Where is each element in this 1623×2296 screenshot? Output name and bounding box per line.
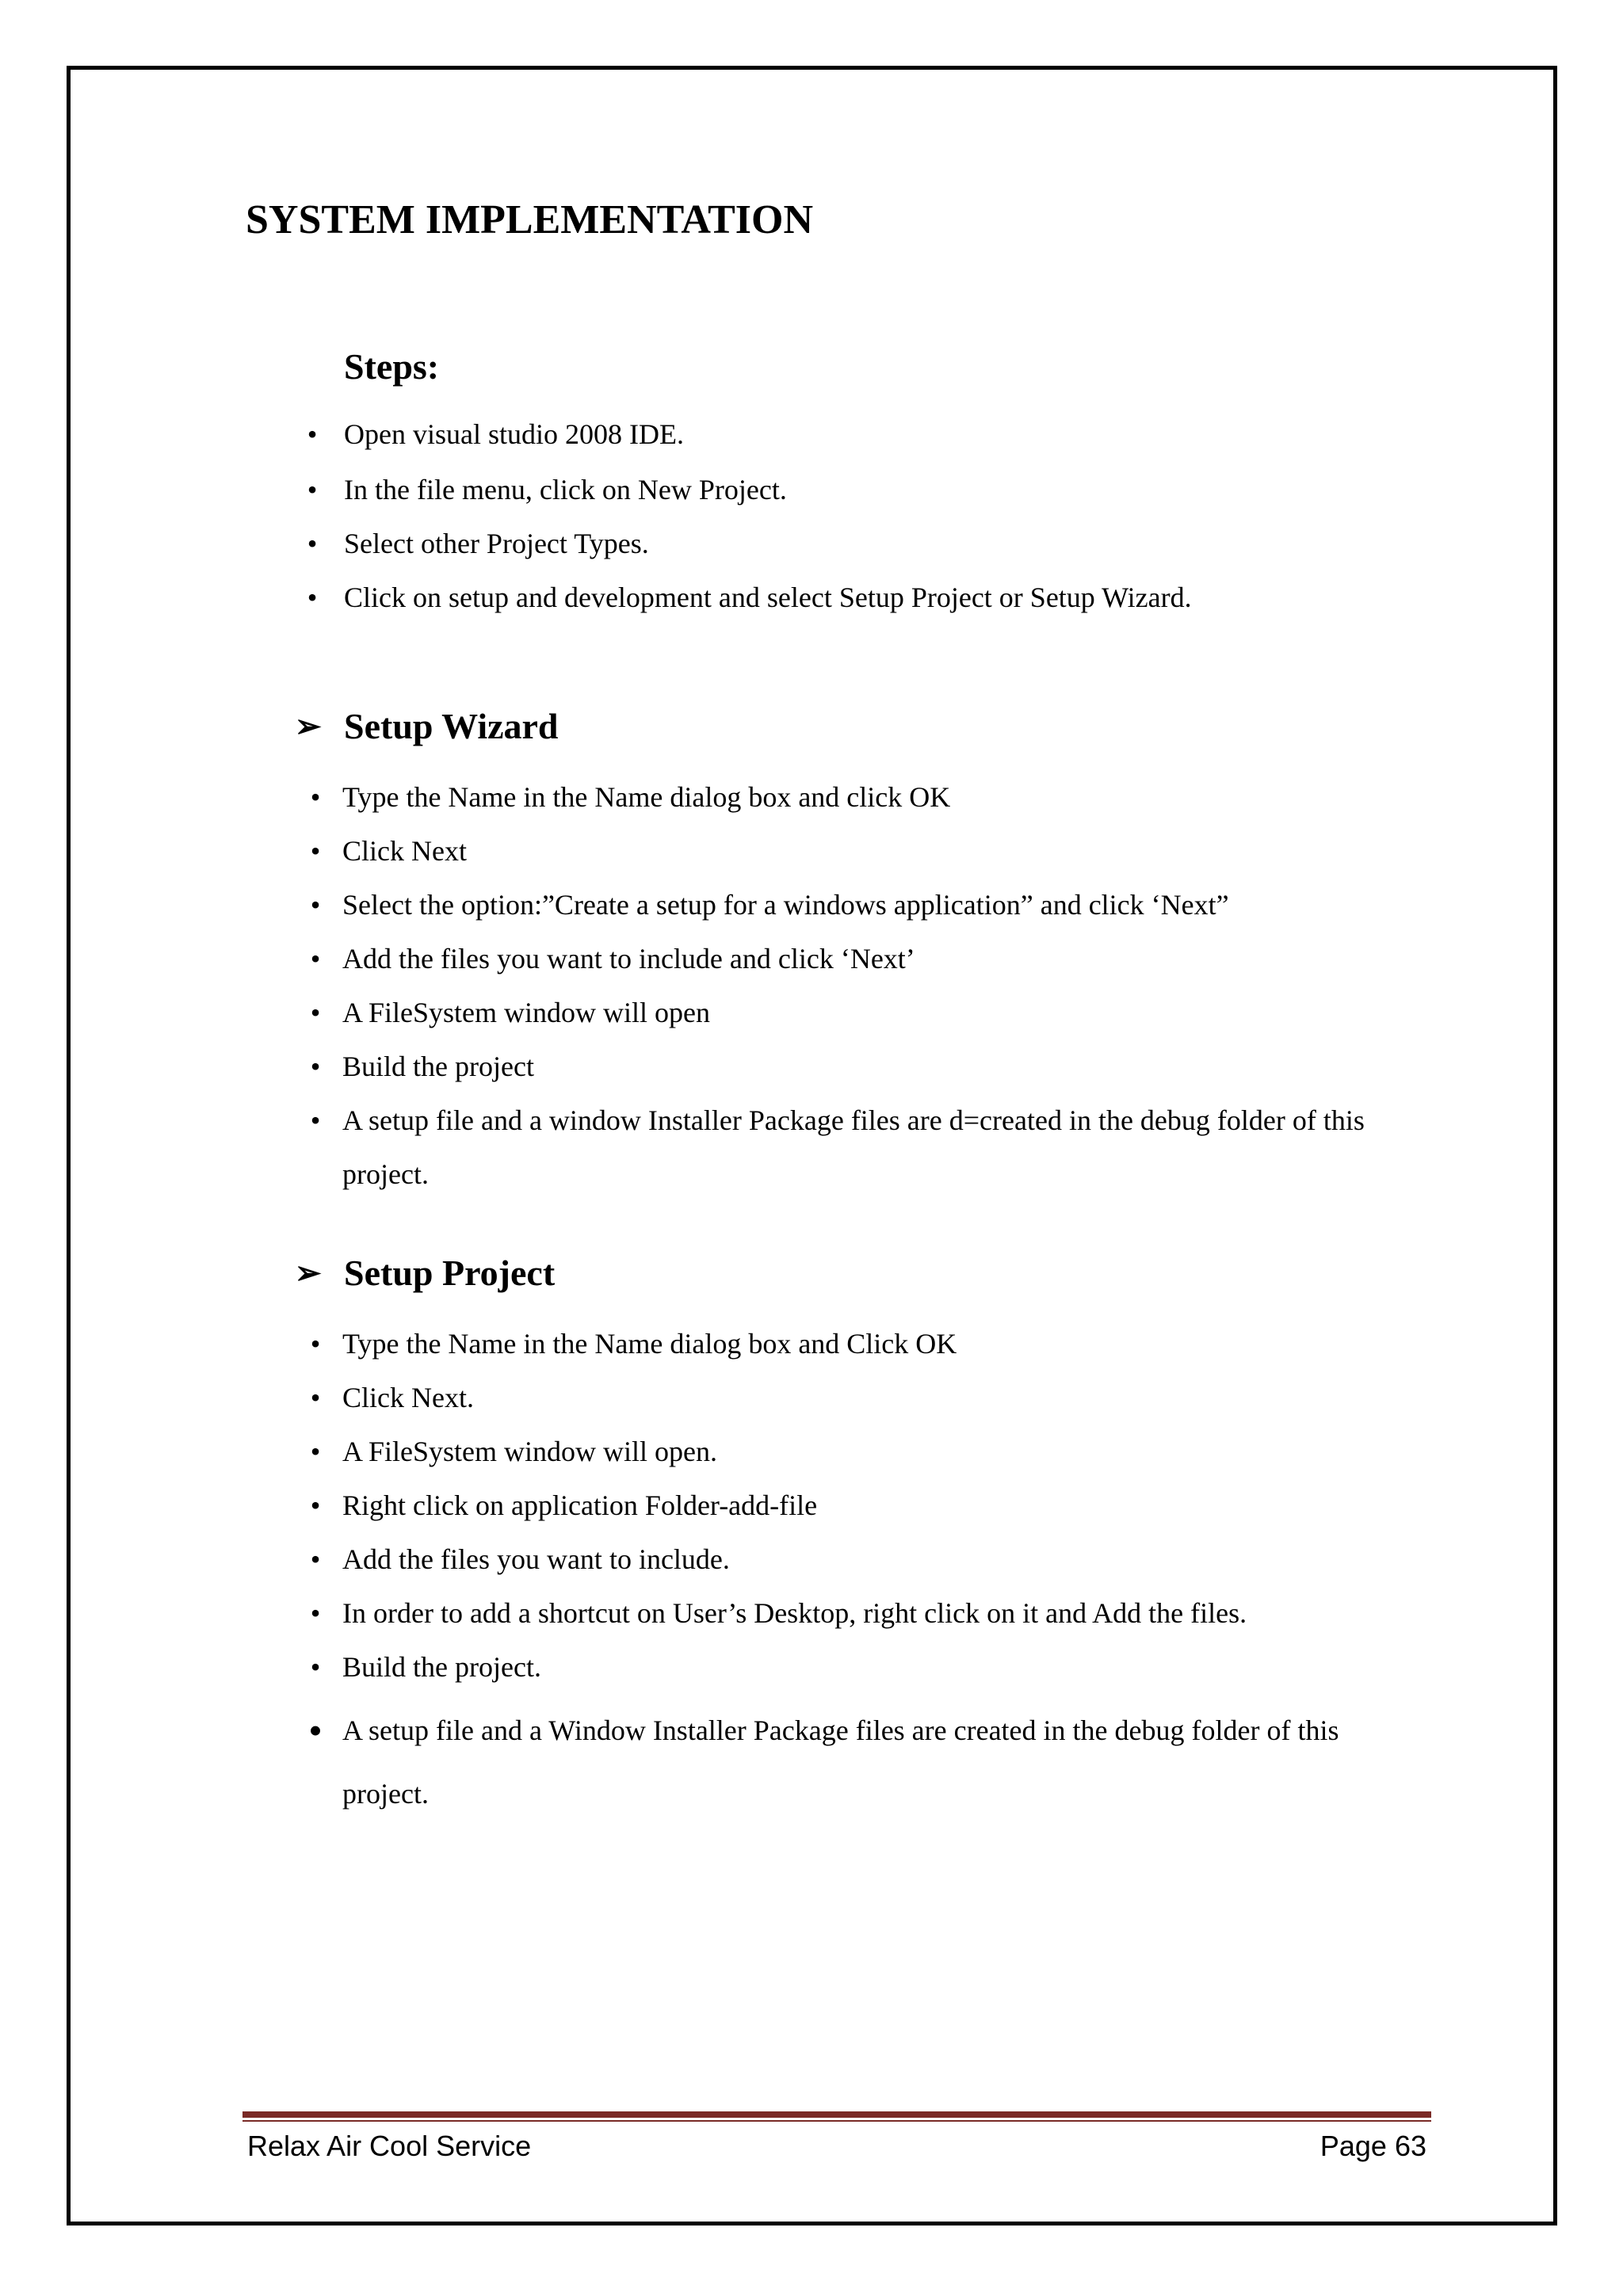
list-item bbox=[300, 1093, 1365, 1201]
bullet-icon: • bbox=[307, 582, 318, 613]
list-item bbox=[300, 1039, 1365, 1093]
list-item bbox=[300, 1425, 1338, 1478]
list-item-text: A setup file and a window Installer Package files are d=created in the debug folder of this bbox=[342, 1104, 1365, 1136]
list-item bbox=[300, 986, 1365, 1039]
list-item bbox=[300, 824, 1365, 878]
list-item bbox=[300, 1478, 1338, 1532]
list-item-text: In order to add a shortcut on User’s Desktop, right click on it and Add the files. bbox=[342, 1597, 1247, 1629]
bullet-icon: • bbox=[308, 1708, 323, 1753]
bullet-icon: • bbox=[307, 418, 318, 450]
list-item bbox=[296, 517, 1192, 570]
steps-list bbox=[296, 407, 1192, 624]
list-item-text: A FileSystem window will open bbox=[342, 997, 711, 1028]
list-item-text: Add the files you want to include. bbox=[342, 1543, 730, 1575]
bullet-icon: • bbox=[310, 889, 321, 921]
list-item bbox=[300, 932, 1365, 986]
bullet-icon: • bbox=[310, 1543, 321, 1575]
bullet-icon: • bbox=[310, 1382, 321, 1413]
steps-heading: Steps: bbox=[344, 346, 440, 387]
list-item bbox=[300, 1640, 1338, 1694]
arrow-bullet-icon: ➢ bbox=[295, 708, 322, 744]
bullet-icon: • bbox=[310, 1328, 321, 1360]
list-item-text: In the file menu, click on New Project. bbox=[344, 474, 787, 505]
list-item-text: Click on setup and development and select Setup Project or Setup Wizard. bbox=[344, 582, 1192, 613]
list-item-text: Click Next bbox=[342, 835, 467, 867]
list-item-text: Build the project. bbox=[342, 1651, 541, 1683]
list-item-text-continued: project. bbox=[342, 1778, 429, 1810]
bullet-icon: • bbox=[310, 1597, 321, 1629]
list-item bbox=[300, 878, 1365, 932]
page-number: Page 63 bbox=[1319, 2130, 1426, 2162]
setup-wizard-list bbox=[300, 770, 1365, 1201]
list-item-text: Right click on application Folder-add-file bbox=[342, 1489, 818, 1521]
list-item bbox=[300, 1371, 1338, 1425]
list-item-text: Type the Name in the Name dialog box and Click OK bbox=[342, 1328, 957, 1360]
bullet-icon: • bbox=[310, 943, 321, 974]
setup-wizard-heading-text: Setup Wizard bbox=[344, 706, 559, 746]
bullet-icon: • bbox=[310, 835, 321, 867]
list-item bbox=[296, 570, 1192, 624]
list-item-text: A setup file and a Window Installer Package files are created in the debug folder of this bbox=[342, 1714, 1339, 1746]
list-item-text: Add the files you want to include and click ‘Next’ bbox=[342, 943, 915, 974]
list-item-text: Click Next. bbox=[342, 1382, 474, 1413]
setup-wizard-heading bbox=[295, 705, 559, 747]
list-item bbox=[296, 407, 1192, 461]
list-item-text-continued: project. bbox=[342, 1158, 429, 1190]
page-title: SYSTEM IMPLEMENTATION bbox=[246, 197, 814, 242]
footer-rule-thin bbox=[242, 2120, 1431, 2122]
list-item bbox=[300, 1532, 1338, 1586]
bullet-icon: • bbox=[307, 474, 318, 505]
footer-title: Relax Air Cool Service bbox=[247, 2130, 532, 2162]
bullet-icon: • bbox=[310, 997, 321, 1028]
list-item bbox=[300, 1586, 1338, 1640]
list-item-text: Open visual studio 2008 IDE. bbox=[344, 418, 684, 450]
list-item bbox=[300, 1699, 1338, 1825]
bullet-icon: • bbox=[310, 781, 321, 813]
setup-project-heading-text: Setup Project bbox=[344, 1253, 556, 1293]
setup-project-heading bbox=[295, 1252, 555, 1294]
bullet-icon: • bbox=[310, 1051, 321, 1082]
footer-rule bbox=[242, 2111, 1431, 2118]
list-item-text: Type the Name in the Name dialog box and click OK bbox=[342, 781, 951, 813]
arrow-bullet-icon: ➢ bbox=[295, 1255, 322, 1291]
bullet-icon: • bbox=[310, 1104, 321, 1136]
list-item-text: Build the project bbox=[342, 1051, 534, 1082]
bullet-icon: • bbox=[310, 1651, 321, 1683]
bullet-icon: • bbox=[310, 1436, 321, 1467]
bullet-icon: • bbox=[307, 528, 318, 559]
list-item-text: Select the option:”Create a setup for a windows application” and click ‘Next” bbox=[342, 889, 1229, 921]
list-item-text: Select other Project Types. bbox=[344, 528, 649, 559]
bullet-icon: • bbox=[310, 1489, 321, 1521]
setup-project-list bbox=[300, 1317, 1338, 1825]
list-item bbox=[296, 463, 1192, 517]
list-item bbox=[300, 770, 1365, 824]
list-item-text: A FileSystem window will open. bbox=[342, 1436, 718, 1467]
list-item bbox=[300, 1317, 1338, 1371]
